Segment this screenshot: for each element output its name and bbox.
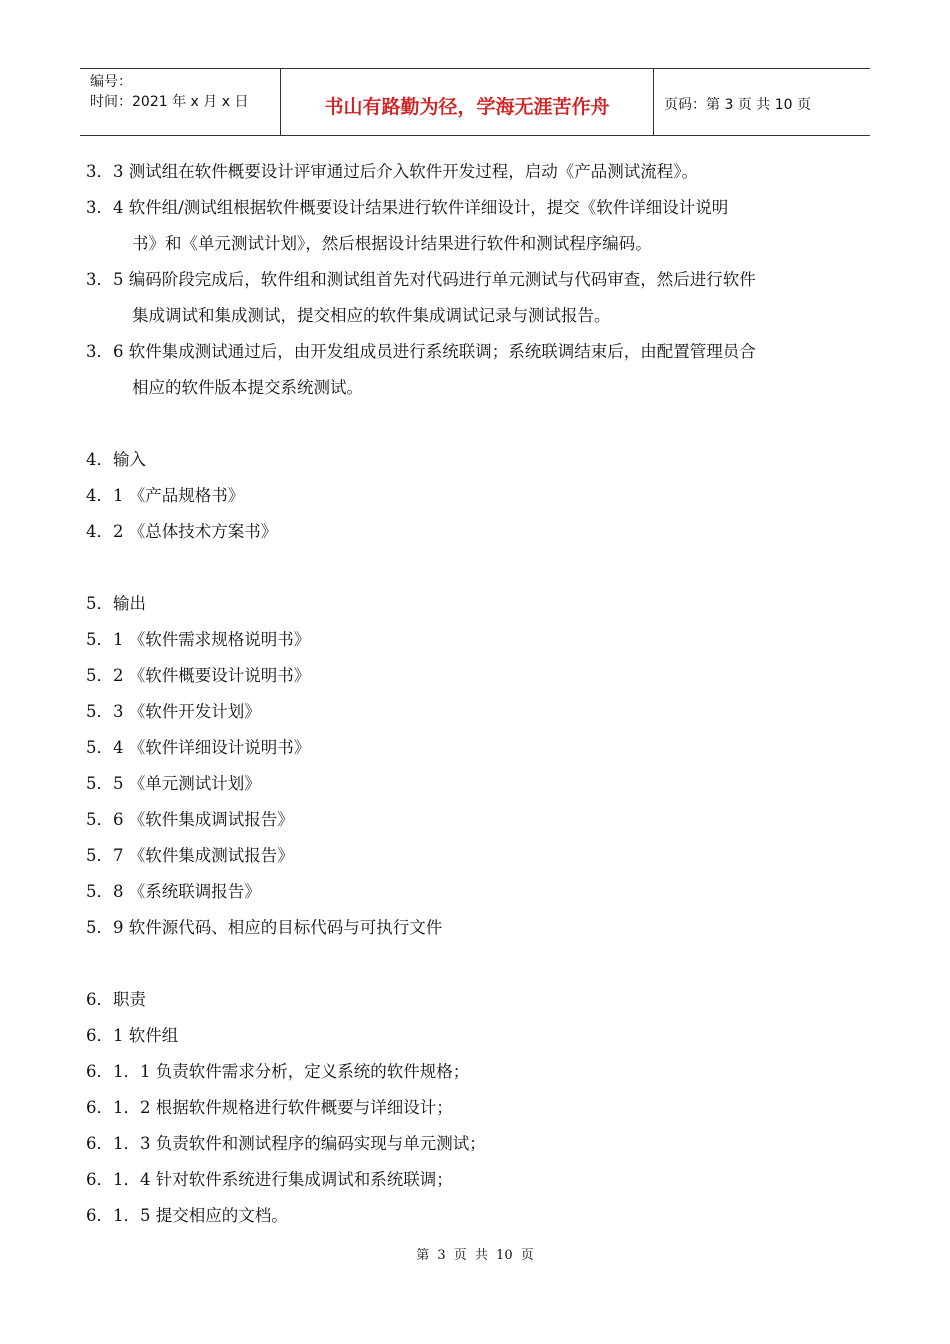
section-3-4: 3．4 软件组/测试组根据软件概要设计结果进行软件详细设计，提交《软件详细设计说明 — [86, 198, 729, 217]
section-5-8: 5．8 《系统联调报告》 — [86, 882, 261, 901]
document-number-label: 编号： — [90, 74, 132, 90]
section-5-7: 5．7 《软件集成测试报告》 — [86, 846, 294, 865]
spacer — [86, 550, 870, 586]
spacer — [86, 946, 870, 982]
section-5-6: 5．6 《软件集成调试报告》 — [86, 810, 294, 829]
section-4-1: 4．1 《产品规格书》 — [86, 486, 245, 505]
section-5-1: 5．1 《软件需求规格说明书》 — [86, 630, 311, 649]
header-meta — [80, 69, 281, 135]
header-motto: 书山有路勤为径，学海无涯苦作舟 — [281, 69, 654, 135]
section-6-1-3: 6．1．3 负责软件和测试程序的编码实现与单元测试； — [86, 1134, 486, 1153]
section-6-1-4: 6．1．4 针对软件系统进行集成调试和系统联调； — [86, 1170, 453, 1189]
section-3-3: 3．3 测试组在软件概要设计评审通过后介入软件开发过程，启动《产品测试流程》。 — [86, 162, 698, 181]
document-time-label: 时间：2021 年 x 月 x 日 — [90, 94, 249, 110]
section-6-1-2: 6．1．2 根据软件规格进行软件概要与详细设计； — [86, 1098, 453, 1117]
section-5-2: 5．2 《软件概要设计说明书》 — [86, 666, 311, 685]
section-4-heading: 4．输入 — [86, 450, 146, 469]
section-3-6-continued: 相应的软件版本提交系统测试。 — [132, 378, 363, 397]
section-6-1-5: 6．1．5 提交相应的文档。 — [86, 1206, 288, 1225]
page-footer: 第 3 页 共 10 页 — [416, 1248, 534, 1263]
section-6-1-1: 6．1．1 负责软件需求分析，定义系统的软件规格； — [86, 1062, 470, 1081]
section-5-heading: 5．输出 — [86, 594, 146, 613]
section-5-5: 5．5 《单元测试计划》 — [86, 774, 261, 793]
header-page-code: 页码：第 3 页 共 10 页 — [664, 97, 811, 113]
section-5-3: 5．3 《软件开发计划》 — [86, 702, 261, 721]
section-3-5: 3．5 编码阶段完成后，软件组和测试组首先对代码进行单元测试与代码审查，然后进行软件 — [86, 270, 756, 289]
section-3-5-continued: 集成调试和集成测试，提交相应的软件集成调试记录与测试报告。 — [132, 306, 611, 325]
section-6-heading: 6．职责 — [86, 990, 146, 1009]
section-3-6: 3．6 软件集成测试通过后，由开发组成员进行系统联调；系统联调结束后，由配置管理员合 — [86, 342, 756, 361]
section-5-4: 5．4 《软件详细设计说明书》 — [86, 738, 311, 757]
page-header — [80, 68, 870, 136]
document-body — [86, 154, 870, 1234]
section-3-4-continued: 书》和《单元测试计划》，然后根据设计结果进行软件和测试程序编码。 — [132, 234, 652, 253]
section-6-1: 6．1 软件组 — [86, 1026, 179, 1045]
spacer — [86, 406, 870, 442]
section-4-2: 4．2 《总体技术方案书》 — [86, 522, 278, 541]
section-5-9: 5．9 软件源代码、相应的目标代码与可执行文件 — [86, 918, 443, 937]
